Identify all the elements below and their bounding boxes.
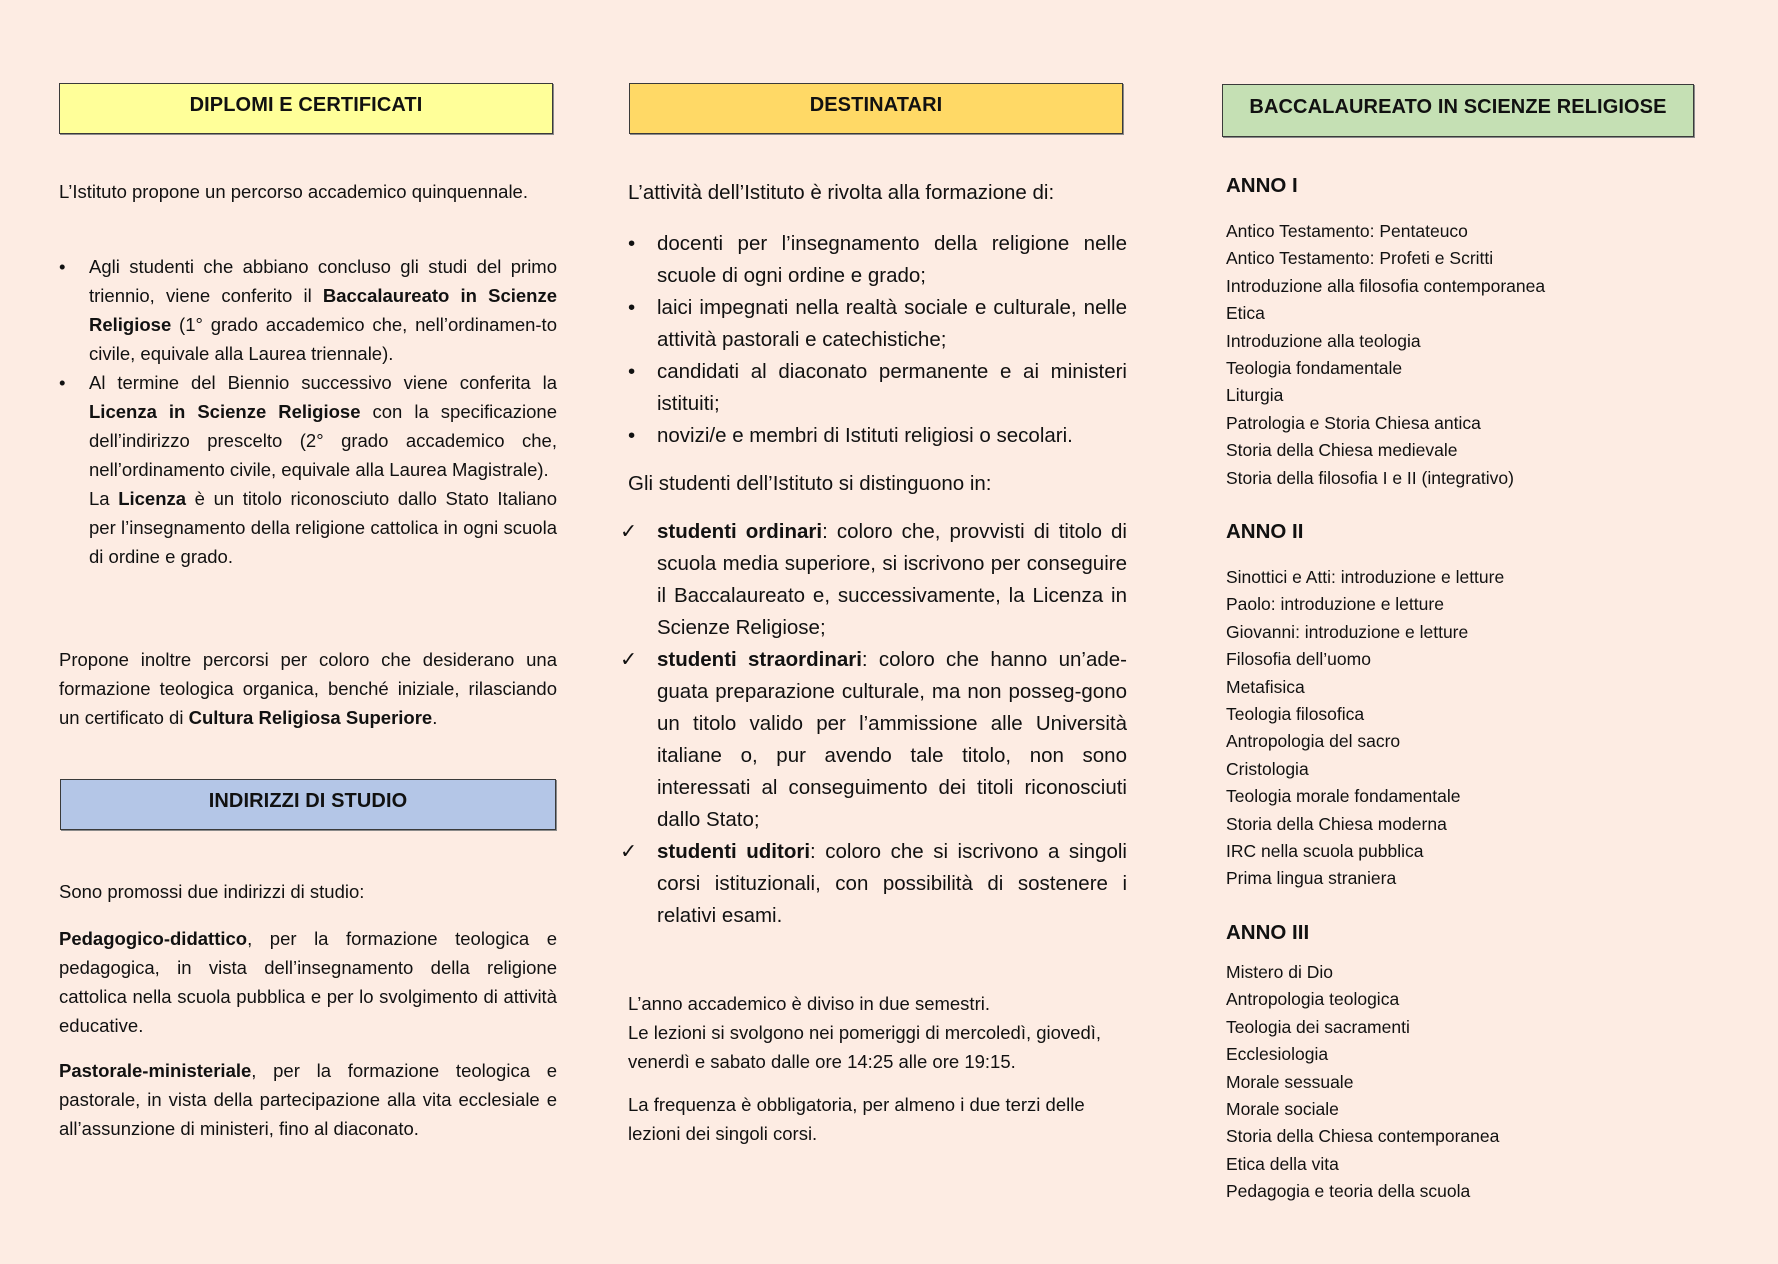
course-item: Teologia filosofica [1226, 704, 1365, 725]
diplomi-header-title: DIPLOMI E CERTIFICATI [189, 94, 423, 116]
indirizzi-header [60, 779, 556, 830]
destinatari-header-title: DESTINATARI [809, 94, 943, 116]
course-item: Patrologia e Storia Chiesa antica [1226, 412, 1481, 433]
course-item: Filosofia dell’uomo [1226, 649, 1371, 670]
course-item: Introduzione alla filosofia contemporanea [1226, 275, 1546, 296]
pedagogico-title: Pedagogico-didattico [59, 928, 248, 949]
list-item: ✓ studenti uditori: coloro che si iscrivono a singoli corsi istituzionali, con possibilità di sostenere i relativi esami. [620, 836, 1127, 932]
bullet-icon: • [628, 296, 636, 319]
course-item: Teologia dei sacramenti [1226, 1016, 1410, 1037]
course-list-year-1 [1226, 218, 1545, 492]
course-item: Sinottici e Atti: introduzione e letture [1226, 567, 1505, 587]
cultura-title: Cultura Religiosa Superiore [188, 707, 433, 728]
semesters-text: L’anno accademico è diviso in due semestri. [628, 993, 990, 1014]
course-item: Antico Testamento: Pentateuco [1226, 221, 1468, 241]
course-item: Introduzione alla teologia [1226, 330, 1421, 351]
indirizzo-pastorale: Pastorale-ministeriale, per la formazione teologica e pastorale, in vista della partecipazione alla vita ecclesiale e all’assunzione di ministeri, fino al diaconato. [59, 1060, 557, 1139]
course-item: Teologia morale fondamentale [1226, 786, 1461, 807]
student-type: studenti straordinari [657, 648, 862, 671]
students-check-list [620, 516, 1127, 932]
baccalaureato-title: Baccalaureato in Scienze Religiose [89, 285, 557, 335]
list-item: • Agli studenti che abbiano concluso gli studi del primo triennio, viene conferito il Baccalaureato in Scienze Religiose (1° grado accademico che, nell’ordinamen-to civile, equivale alla Laurea triennale). [59, 252, 557, 368]
bullet-icon: • [59, 372, 66, 393]
diplomi-intro-text: L’Istituto propone un percorso accademico quinquennale. [59, 181, 528, 202]
licenza-title: Licenza in Scienze Religiose [89, 401, 361, 422]
destinatari-intro: L’attività dell’Istituto è rivolta alla formazione di: [628, 181, 1055, 204]
list-item: • candidati al diaconato permanente e ai ministeri istituiti; [628, 356, 1127, 420]
baccalaureato-header-title: BACCALAUREATO IN SCIENZE RELIGIOSE [1249, 96, 1667, 118]
course-item: Morale sociale [1226, 1099, 1339, 1120]
students-intro: Gli studenti dell’Istituto si distinguono in: [628, 472, 992, 495]
list-item: ✓ studenti ordinari: coloro che, provvisti di titolo di scuola media superiore, si iscrivono per conseguire il Baccalaureato e, successivamente, la Licenza in Scienze Religiose; [620, 516, 1127, 644]
course-item: Storia della Chiesa moderna [1226, 813, 1447, 834]
course-item: Mistero di Dio [1226, 962, 1333, 982]
licenza-note: La Licenza è un titolo riconosciuto dallo Stato Italiano per l’insegnamento della religione cattolica in ogni scuola di ordine e grado. [89, 488, 558, 567]
baccalaureato-header [1222, 84, 1694, 137]
check-icon: ✓ [620, 648, 638, 671]
check-icon: ✓ [620, 520, 638, 543]
course-item: Ecclesiologia [1226, 1044, 1329, 1065]
course-item: Morale sessuale [1226, 1071, 1354, 1092]
course-item: Cristologia [1226, 758, 1309, 779]
destinatari-bullet-list [628, 228, 1127, 452]
indirizzo-pedagogico: Pedagogico-didattico, per la formazione teologica e pedagogica, in vista dell’insegnamento della religione cattolica nella scuola pubblica e per lo svolgimento di attività educative. [59, 928, 557, 1036]
list-item: • laici impegnati nella realtà sociale e culturale, nelle attività pastorali e catechistiche; [628, 292, 1127, 356]
diplomi-intro [59, 177, 557, 206]
course-item: Storia della Chiesa medievale [1226, 440, 1458, 461]
bullet-icon: • [59, 256, 66, 277]
indirizzi-header-title: INDIRIZZI DI STUDIO [208, 790, 408, 812]
student-type: studenti uditori [657, 840, 811, 863]
course-item: Etica [1226, 303, 1265, 324]
indirizzi-intro: Sono promossi due indirizzi di studio: [59, 881, 365, 902]
check-icon: ✓ [620, 840, 638, 863]
list-item: • Al termine del Biennio successivo viene conferita la Licenza in Scienze Religiose con la specificazione dell’indirizzo prescelto (2° grado accademico che, nell’ordinamento civile, equivale alla Laurea Magistrale). La Licenza è un titolo riconosciuto dallo Stato Italiano per l’insegnamento della religione cattolica in ogni scuola di ordine e grado. [59, 368, 557, 571]
course-item: Metafisica [1226, 676, 1305, 697]
course-item: IRC nella scuola pubblica [1226, 841, 1424, 862]
bullet-icon: • [628, 232, 636, 255]
destinatari-header [629, 83, 1123, 134]
course-list-year-2 [1226, 564, 1504, 893]
course-item: Teologia fondamentale [1226, 358, 1403, 379]
year-title: ANNO II [1226, 520, 1304, 543]
student-type: studenti ordinari [657, 520, 823, 543]
schedule-info [628, 989, 1128, 1076]
course-item: Pedagogia e teoria della scuola [1226, 1181, 1471, 1202]
lessons-text: Le lezioni si svolgono nei pomeriggi di mercoledì, giovedì, venerdì e sabato dalle ore 14:25 alle ore 19:15. [628, 1022, 1102, 1072]
list-item: • docenti per l’insegnamento della religione nelle scuole di ogni ordine e grado; [628, 228, 1127, 292]
course-item: Paolo: introduzione e letture [1226, 594, 1444, 615]
course-item: Prima lingua straniera [1226, 868, 1397, 889]
list-item: • novizi/e e membri di Istituti religiosi o secolari. [628, 420, 1127, 452]
course-list-year-3 [1226, 959, 1499, 1206]
course-item: Antico Testamento: Profeti e Scritti [1226, 248, 1494, 269]
pastorale-title: Pastorale-ministeriale [59, 1060, 252, 1081]
cultura-paragraph: Propone inoltre percorsi per coloro che desiderano una formazione teologica organica, benché iniziale, rilasciando un certificato di Cultura Religiosa Superiore. [59, 649, 557, 728]
year-title: ANNO III [1226, 921, 1310, 944]
year-title: ANNO I [1226, 174, 1298, 197]
course-item: Storia della Chiesa contemporanea [1226, 1126, 1500, 1147]
course-item: Etica della vita [1226, 1153, 1339, 1174]
bullet-icon: • [628, 360, 636, 383]
course-item: Storia della filosofia I e II (integrativo) [1226, 467, 1514, 488]
course-item: Giovanni: introduzione e letture [1226, 621, 1469, 642]
course-item: Antropologia teologica [1226, 989, 1400, 1010]
diplomi-bullet-list [59, 252, 557, 571]
diplomi-header [59, 83, 553, 134]
course-item: Liturgia [1226, 385, 1284, 406]
bullet-icon: • [628, 424, 636, 447]
attendance-info: La frequenza è obbligatoria, per almeno i due terzi delle lezioni dei singoli corsi. [628, 1094, 1085, 1144]
course-item: Antropologia del sacro [1226, 731, 1401, 752]
list-item: ✓ studenti straordinari: coloro che hanno un’ade-guata preparazione culturale, ma non posseg-gono un titolo valido per l’ammissione alle Università italiane o, pur avendo tale titolo, non sono interessati al conseguimento dei titoli riconosciuti dallo Stato; [620, 644, 1127, 836]
